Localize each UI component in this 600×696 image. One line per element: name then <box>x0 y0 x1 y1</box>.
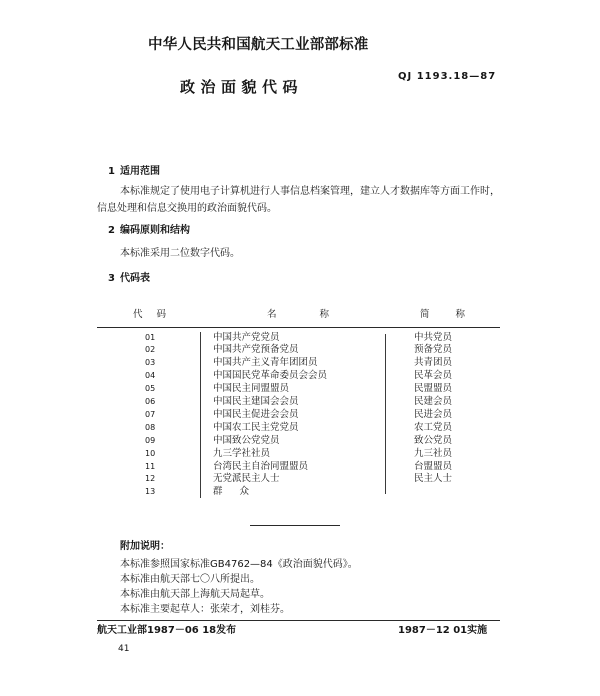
row-abbr: 民建会员 <box>414 396 453 408</box>
row-abbr: 中共党员 <box>414 331 453 343</box>
section-3-heading: 代码表 <box>120 273 150 284</box>
row-code: 04 <box>145 371 156 381</box>
row-code: 01 <box>145 332 156 342</box>
row-name: 无党派民主人士 <box>213 473 280 485</box>
row-name: 群 众 <box>213 486 250 498</box>
row-abbr: 致公党员 <box>414 434 453 446</box>
table-header-abbr: 简 称 <box>420 309 466 320</box>
section-3-number: 3 <box>108 273 115 284</box>
table-body <box>97 332 500 500</box>
table-row <box>97 473 500 486</box>
table-row <box>97 422 500 435</box>
standard-number: QJ 1193.18—87 <box>398 71 497 82</box>
table-row <box>97 486 500 499</box>
row-name: 中国共产主义青年团团员 <box>213 357 318 369</box>
section-2-number: 2 <box>108 225 115 236</box>
row-abbr: 九三社员 <box>414 447 453 459</box>
table-header-code: 代 码 <box>133 309 167 320</box>
row-code: 10 <box>145 448 156 458</box>
section-1-number: 1 <box>108 166 115 177</box>
row-code: 05 <box>145 384 156 394</box>
row-abbr: 民进会员 <box>414 408 453 420</box>
row-name: 中国民主促进会会员 <box>213 408 299 420</box>
table-row <box>97 344 500 357</box>
row-abbr: 民盟盟员 <box>414 383 453 395</box>
row-code: 07 <box>145 409 156 419</box>
row-code: 08 <box>145 422 156 432</box>
effective-date: 1987－12 01实施 <box>398 625 488 636</box>
row-code: 03 <box>145 358 156 368</box>
row-name: 中国民主建国会会员 <box>213 396 299 408</box>
table-header-rule <box>97 327 500 328</box>
notes-title: 附加说明： <box>120 541 170 552</box>
row-code: 02 <box>145 345 156 355</box>
row-code: 13 <box>145 487 156 497</box>
row-code: 11 <box>145 461 156 471</box>
table-row <box>97 409 500 422</box>
issuer-heading: 中华人民共和国航天工业部部标准 <box>148 37 369 53</box>
table-row <box>97 332 500 345</box>
row-name: 中国国民党革命委员会会员 <box>213 370 328 382</box>
section-1-heading: 适用范围 <box>120 166 160 177</box>
code-table <box>97 300 500 500</box>
row-abbr: 农工党员 <box>414 421 453 433</box>
row-abbr: 民革会员 <box>414 370 453 382</box>
table-end-rule <box>250 525 340 526</box>
row-name: 中国共产党预备党员 <box>213 344 299 356</box>
table-row <box>97 383 500 396</box>
section-2-body: 本标准采用二位数字代码。 <box>120 248 240 259</box>
page-number: 41 <box>118 644 130 654</box>
table-row <box>97 396 500 409</box>
note-line: 本标准由航天部七〇八所提出。 <box>120 574 260 585</box>
note-line: 本标准参照国家标准GB4762—84《政治面貌代码》。 <box>120 559 358 570</box>
document-title: 政治面貌代码 <box>180 78 304 96</box>
row-name: 台湾民主自治同盟盟员 <box>213 460 309 472</box>
row-name: 中国农工民主党党员 <box>213 421 299 433</box>
row-abbr: 共青团员 <box>414 357 453 369</box>
table-row <box>97 448 500 461</box>
section-1-body-line-2: 信息处理和信息交换用的政治面貌代码。 <box>97 203 277 214</box>
section-2-heading: 编码原则和结构 <box>120 225 190 236</box>
row-code: 06 <box>145 397 156 407</box>
row-abbr: 台盟盟员 <box>414 460 453 472</box>
section-1-body-line-1: 本标准规定了使用电子计算机进行人事信息档案管理，建立人才数据库等方面工作时， <box>120 186 500 197</box>
table-row <box>97 461 500 474</box>
table-header-name: 名 称 <box>267 309 330 320</box>
table-row <box>97 357 500 370</box>
row-name: 中国民主同盟盟员 <box>213 383 290 395</box>
row-abbr: 民主人士 <box>414 473 453 485</box>
row-name: 中国致公党党员 <box>213 434 280 446</box>
note-line: 本标准主要起草人：张荣才，刘桂芬。 <box>120 604 290 615</box>
table-row <box>97 435 500 448</box>
row-code: 09 <box>145 435 156 445</box>
row-code: 12 <box>145 474 156 484</box>
issue-date: 航天工业部1987－06 18发布 <box>97 625 237 636</box>
row-name: 九三学社社员 <box>213 447 271 459</box>
table-row <box>97 370 500 383</box>
row-abbr: 预备党员 <box>414 344 453 356</box>
row-name: 中国共产党党员 <box>213 331 280 343</box>
footer-rule <box>97 620 500 621</box>
note-line: 本标准由航天部上海航天局起草。 <box>120 589 270 600</box>
